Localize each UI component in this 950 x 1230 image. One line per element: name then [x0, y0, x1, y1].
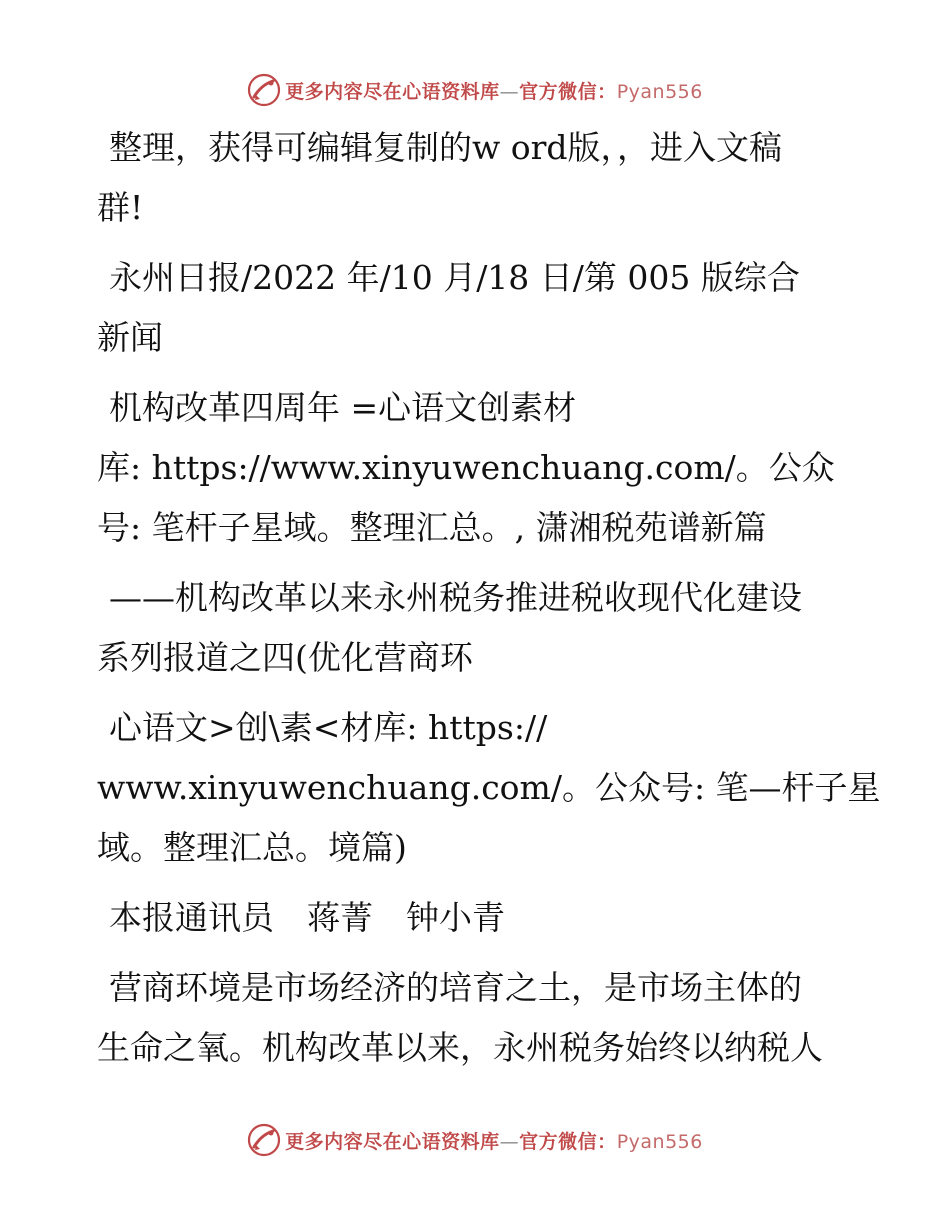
paragraph-line: 整理，获得可编辑复制的w ord版，，进入文稿	[109, 128, 783, 167]
header-banner	[0, 70, 950, 110]
footer-banner-wechat-id: Pyan556	[616, 1130, 703, 1153]
paragraph-line: 营商环境是市场经济的培育之土，是市场主体的	[109, 968, 802, 1007]
document-body	[97, 118, 881, 1088]
footer-banner-separator: —	[499, 1130, 520, 1153]
paragraph-line: 域。整理汇总。境篇)	[97, 828, 407, 867]
pen-logo-icon	[247, 73, 281, 107]
pen-logo-icon	[247, 1123, 281, 1157]
paragraph-2	[97, 248, 857, 368]
paragraph-1	[97, 118, 857, 238]
paragraph-6	[97, 888, 857, 948]
paragraph-line: www.xinyuwenchuang.com/。公众号: 笔—杆子星	[97, 768, 881, 807]
paragraph-line: 机构改革四周年 =心语文创素材	[109, 388, 577, 427]
paragraph-7	[97, 958, 857, 1078]
paragraph-line: 号: 笔杆子星域。整理汇总。, 潇湘税苑谱新篇	[97, 508, 767, 547]
header-banner-suffix: 官方微信：	[519, 80, 617, 103]
header-banner-prefix: 更多内容尽在心语资料库	[285, 80, 500, 103]
footer-banner-prefix: 更多内容尽在心语资料库	[285, 1130, 500, 1153]
paragraph-4	[97, 568, 857, 688]
paragraph-5	[97, 698, 881, 878]
paragraph-line: 新闻	[97, 318, 163, 357]
footer-banner-suffix: 官方微信：	[519, 1130, 617, 1153]
paragraph-line: 心语文>创\素<材库: https://	[109, 708, 548, 747]
paragraph-line: 生命之氧。机构改革以来，永州税务始终以纳税人	[97, 1028, 823, 1067]
footer-banner	[0, 1120, 950, 1160]
header-banner-separator: —	[499, 80, 520, 103]
header-banner-wechat-id: Pyan556	[616, 80, 703, 103]
paragraph-3	[97, 378, 857, 558]
paragraph-line: 群!	[97, 188, 144, 227]
paragraph-line: 本报通讯员 蒋菁 钟小青	[109, 898, 505, 937]
footer-banner-text	[285, 1127, 703, 1154]
paragraph-line: 库: https://www.xinyuwenchuang.com/。公众	[97, 448, 835, 487]
paragraph-line: 永州日报/2022 年/10 月/18 日/第 005 版综合	[109, 258, 800, 297]
paragraph-line: 系列报道之四(优化营商环	[97, 638, 473, 677]
paragraph-line: ——机构改革以来永州税务推进税收现代化建设	[109, 578, 802, 617]
header-banner-text	[285, 77, 703, 104]
